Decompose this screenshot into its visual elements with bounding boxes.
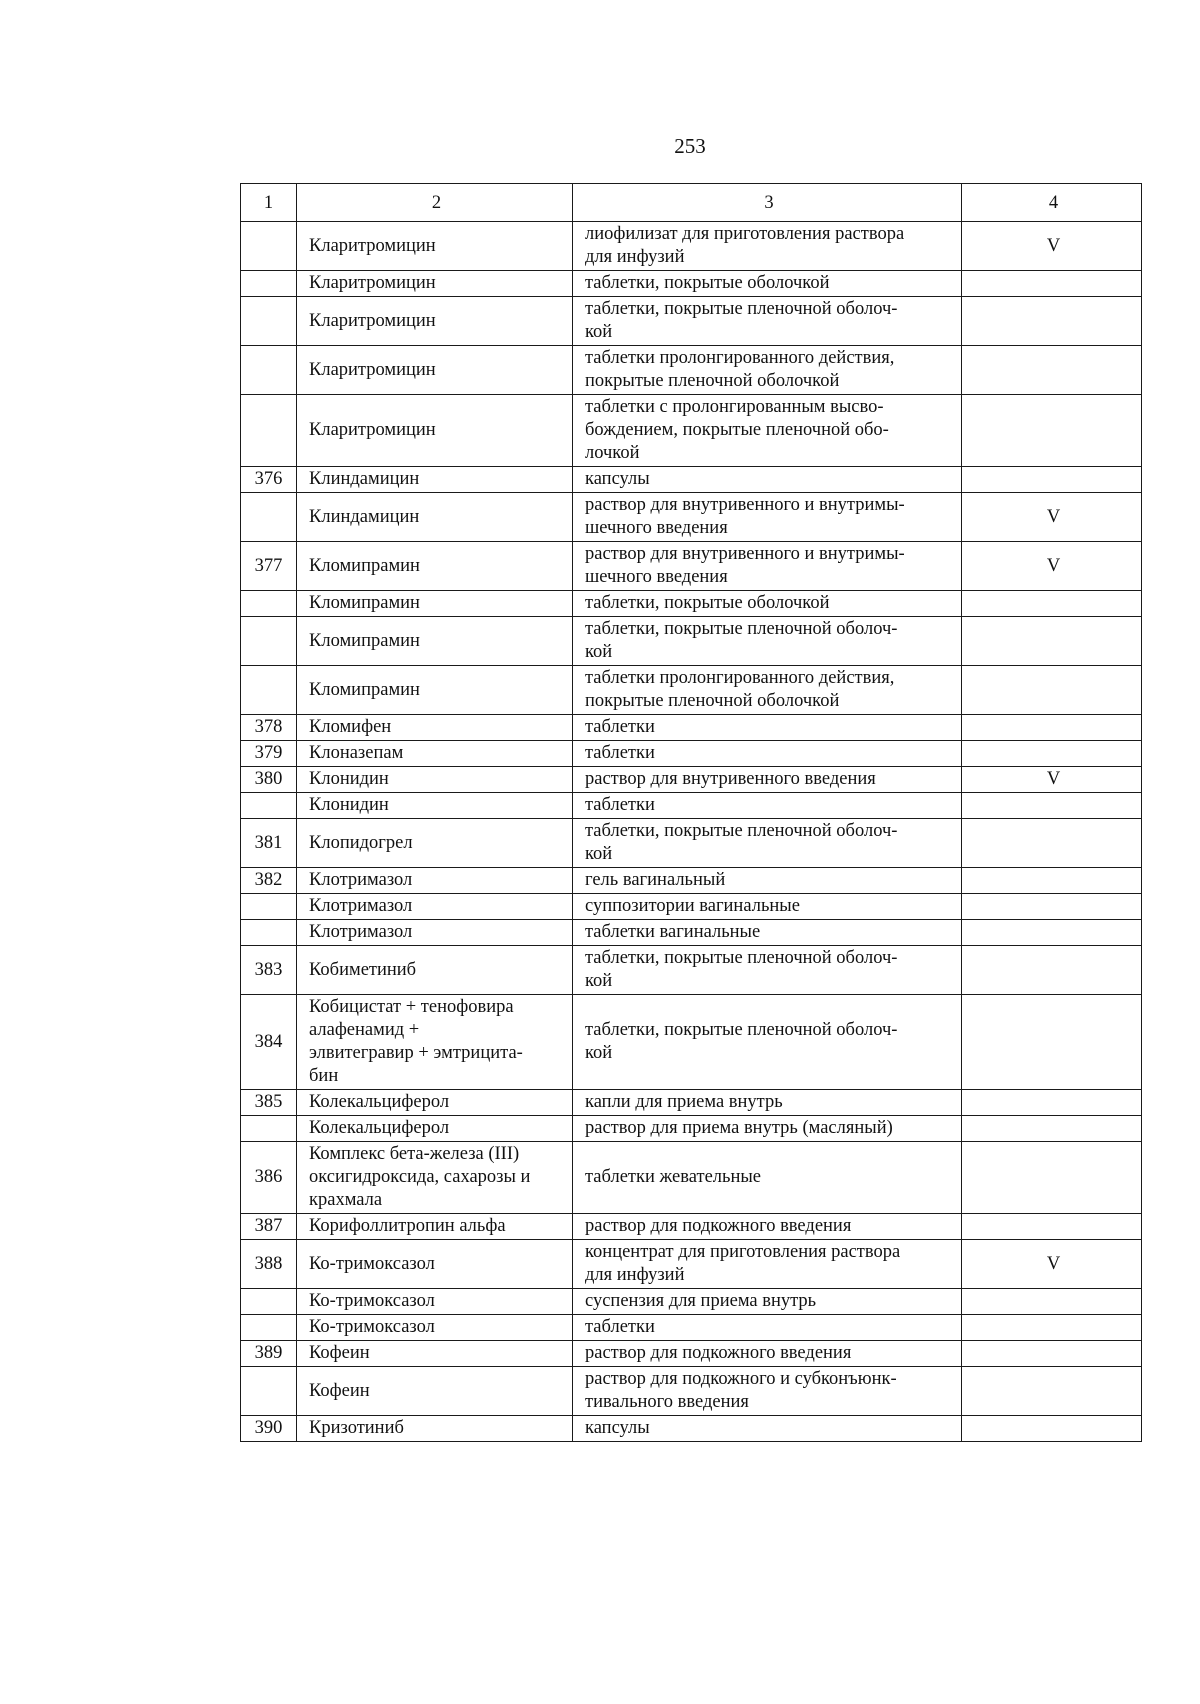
header-col-1: 1 bbox=[241, 184, 297, 222]
table-row bbox=[241, 715, 1142, 741]
drug-name-cell: Комплекс бета-железа (III) оксигидроксида, сахарозы и крахмала bbox=[297, 1142, 573, 1214]
row-number-cell bbox=[241, 1367, 297, 1416]
table-row bbox=[241, 819, 1142, 868]
drug-name-cell: Кобицистат + тенофовира алафенамид + элвитегравир + эмтрицита- бин bbox=[297, 995, 573, 1090]
drug-name-cell: Ко-тримоксазол bbox=[297, 1240, 573, 1289]
table-row bbox=[241, 1289, 1142, 1315]
drug-name-cell: Ко-тримоксазол bbox=[297, 1289, 573, 1315]
row-number-cell bbox=[241, 271, 297, 297]
mark-cell bbox=[962, 1142, 1142, 1214]
drug-name-cell: Колекальциферол bbox=[297, 1116, 573, 1142]
table-row bbox=[241, 493, 1142, 542]
table-row bbox=[241, 920, 1142, 946]
table-row bbox=[241, 1315, 1142, 1341]
drug-name-cell: Кломипрамин bbox=[297, 542, 573, 591]
table-row bbox=[241, 617, 1142, 666]
dosage-form-cell: раствор для внутривенного и внутримы- шечного введения bbox=[573, 493, 962, 542]
drug-name-cell: Колекальциферол bbox=[297, 1090, 573, 1116]
row-number-cell bbox=[241, 793, 297, 819]
row-number-cell: 386 bbox=[241, 1142, 297, 1214]
mark-cell: V bbox=[962, 222, 1142, 271]
mark-cell: V bbox=[962, 493, 1142, 542]
row-number-cell bbox=[241, 297, 297, 346]
mark-cell bbox=[962, 1367, 1142, 1416]
table-row bbox=[241, 346, 1142, 395]
drug-name-cell: Клопидогрел bbox=[297, 819, 573, 868]
row-number-cell bbox=[241, 894, 297, 920]
table-row bbox=[241, 542, 1142, 591]
mark-cell bbox=[962, 346, 1142, 395]
dosage-form-cell: суппозитории вагинальные bbox=[573, 894, 962, 920]
dosage-form-cell: раствор для внутривенного введения bbox=[573, 767, 962, 793]
dosage-form-cell: таблетки вагинальные bbox=[573, 920, 962, 946]
drug-name-cell: Кларитромицин bbox=[297, 395, 573, 467]
row-number-cell: 390 bbox=[241, 1416, 297, 1442]
row-number-cell: 389 bbox=[241, 1341, 297, 1367]
drug-name-cell: Клиндамицин bbox=[297, 493, 573, 542]
row-number-cell: 387 bbox=[241, 1214, 297, 1240]
dosage-form-cell: раствор для подкожного и субконъюнк- тивального введения bbox=[573, 1367, 962, 1416]
dosage-form-cell: раствор для подкожного введения bbox=[573, 1341, 962, 1367]
table-row bbox=[241, 395, 1142, 467]
row-number-cell: 379 bbox=[241, 741, 297, 767]
row-number-cell: 382 bbox=[241, 868, 297, 894]
row-number-cell bbox=[241, 920, 297, 946]
page-number: 253 bbox=[674, 134, 706, 158]
drug-name-cell: Клонидин bbox=[297, 767, 573, 793]
drug-name-cell: Кларитромицин bbox=[297, 271, 573, 297]
drug-name-cell: Клиндамицин bbox=[297, 467, 573, 493]
drug-name-cell: Кломифен bbox=[297, 715, 573, 741]
row-number-cell: 380 bbox=[241, 767, 297, 793]
drug-name-cell: Клотримазол bbox=[297, 868, 573, 894]
table-row bbox=[241, 666, 1142, 715]
drug-name-cell: Ко-тримоксазол bbox=[297, 1315, 573, 1341]
dosage-form-cell: лиофилизат для приготовления раствора для инфузий bbox=[573, 222, 962, 271]
mark-cell bbox=[962, 1289, 1142, 1315]
dosage-form-cell: гель вагинальный bbox=[573, 868, 962, 894]
table-row bbox=[241, 1214, 1142, 1240]
table-row bbox=[241, 1116, 1142, 1142]
drug-name-cell: Кломипрамин bbox=[297, 666, 573, 715]
table-row bbox=[241, 297, 1142, 346]
table-row bbox=[241, 995, 1142, 1090]
table-row bbox=[241, 1416, 1142, 1442]
table-row bbox=[241, 894, 1142, 920]
dosage-form-cell: таблетки, покрытые пленочной оболоч- кой bbox=[573, 995, 962, 1090]
drug-name-cell: Кларитромицин bbox=[297, 297, 573, 346]
mark-cell bbox=[962, 715, 1142, 741]
row-number-cell bbox=[241, 1289, 297, 1315]
table-row bbox=[241, 591, 1142, 617]
mark-cell bbox=[962, 1090, 1142, 1116]
dosage-form-cell: таблетки пролонгированного действия, покрытые пленочной оболочкой bbox=[573, 666, 962, 715]
table-row bbox=[241, 868, 1142, 894]
table-row bbox=[241, 767, 1142, 793]
row-number-cell bbox=[241, 666, 297, 715]
dosage-form-cell: таблетки, покрытые пленочной оболоч- кой bbox=[573, 297, 962, 346]
table-row bbox=[241, 222, 1142, 271]
row-number-cell bbox=[241, 1116, 297, 1142]
mark-cell bbox=[962, 297, 1142, 346]
table-row bbox=[241, 1240, 1142, 1289]
mark-cell: V bbox=[962, 767, 1142, 793]
dosage-form-cell: таблетки bbox=[573, 1315, 962, 1341]
mark-cell bbox=[962, 395, 1142, 467]
table-row bbox=[241, 793, 1142, 819]
mark-cell bbox=[962, 617, 1142, 666]
row-number-cell bbox=[241, 1315, 297, 1341]
dosage-form-cell: таблетки пролонгированного действия, покрытые пленочной оболочкой bbox=[573, 346, 962, 395]
header-col-4: 4 bbox=[962, 184, 1142, 222]
drug-name-cell: Корифоллитропин альфа bbox=[297, 1214, 573, 1240]
drug-name-cell: Кофеин bbox=[297, 1341, 573, 1367]
dosage-form-cell: концентрат для приготовления раствора для инфузий bbox=[573, 1240, 962, 1289]
mark-cell bbox=[962, 271, 1142, 297]
mark-cell bbox=[962, 1116, 1142, 1142]
dosage-form-cell: таблетки, покрытые оболочкой bbox=[573, 271, 962, 297]
row-number-cell: 377 bbox=[241, 542, 297, 591]
drug-name-cell: Клотримазол bbox=[297, 894, 573, 920]
mark-cell bbox=[962, 591, 1142, 617]
mark-cell bbox=[962, 995, 1142, 1090]
drug-name-cell: Кларитромицин bbox=[297, 346, 573, 395]
row-number-cell bbox=[241, 493, 297, 542]
dosage-form-cell: капли для приема внутрь bbox=[573, 1090, 962, 1116]
dosage-form-cell: раствор для приема внутрь (масляный) bbox=[573, 1116, 962, 1142]
table-row bbox=[241, 1090, 1142, 1116]
mark-cell bbox=[962, 819, 1142, 868]
drug-name-cell: Кломипрамин bbox=[297, 617, 573, 666]
mark-cell bbox=[962, 467, 1142, 493]
row-number-cell: 381 bbox=[241, 819, 297, 868]
dosage-form-cell: таблетки bbox=[573, 741, 962, 767]
mark-cell bbox=[962, 868, 1142, 894]
dosage-form-cell: таблетки, покрытые пленочной оболоч- кой bbox=[573, 617, 962, 666]
dosage-form-cell: суспензия для приема внутрь bbox=[573, 1289, 962, 1315]
row-number-cell bbox=[241, 617, 297, 666]
drug-name-cell: Клотримазол bbox=[297, 920, 573, 946]
dosage-form-cell: капсулы bbox=[573, 1416, 962, 1442]
dosage-form-cell: таблетки, покрытые оболочкой bbox=[573, 591, 962, 617]
table-body bbox=[241, 184, 1142, 1442]
drug-table bbox=[240, 183, 1142, 1442]
row-number-cell bbox=[241, 346, 297, 395]
mark-cell bbox=[962, 666, 1142, 715]
dosage-form-cell: таблетки bbox=[573, 715, 962, 741]
row-number-cell bbox=[241, 591, 297, 617]
drug-name-cell: Кларитромицин bbox=[297, 222, 573, 271]
dosage-form-cell: таблетки bbox=[573, 793, 962, 819]
dosage-form-cell: таблетки, покрытые пленочной оболоч- кой bbox=[573, 819, 962, 868]
mark-cell: V bbox=[962, 542, 1142, 591]
mark-cell bbox=[962, 1416, 1142, 1442]
mark-cell bbox=[962, 946, 1142, 995]
dosage-form-cell: капсулы bbox=[573, 467, 962, 493]
table-header-row bbox=[241, 184, 1142, 222]
drug-name-cell: Клонидин bbox=[297, 793, 573, 819]
row-number-cell: 388 bbox=[241, 1240, 297, 1289]
mark-cell bbox=[962, 793, 1142, 819]
table-row bbox=[241, 271, 1142, 297]
drug-name-cell: Кломипрамин bbox=[297, 591, 573, 617]
table-row bbox=[241, 467, 1142, 493]
row-number-cell: 385 bbox=[241, 1090, 297, 1116]
table-row bbox=[241, 946, 1142, 995]
table-row bbox=[241, 1142, 1142, 1214]
mark-cell bbox=[962, 1315, 1142, 1341]
row-number-cell bbox=[241, 395, 297, 467]
mark-cell: V bbox=[962, 1240, 1142, 1289]
mark-cell bbox=[962, 1341, 1142, 1367]
drug-name-cell: Кофеин bbox=[297, 1367, 573, 1416]
dosage-form-cell: раствор для подкожного введения bbox=[573, 1214, 962, 1240]
drug-name-cell: Кризотиниб bbox=[297, 1416, 573, 1442]
row-number-cell: 378 bbox=[241, 715, 297, 741]
drug-name-cell: Кобиметиниб bbox=[297, 946, 573, 995]
table-row bbox=[241, 1341, 1142, 1367]
header-col-3: 3 bbox=[573, 184, 962, 222]
dosage-form-cell: таблетки с пролонгированным высво- бождением, покрытые пленочной обо- лочкой bbox=[573, 395, 962, 467]
row-number-cell: 384 bbox=[241, 995, 297, 1090]
header-col-2: 2 bbox=[297, 184, 573, 222]
mark-cell bbox=[962, 741, 1142, 767]
drug-name-cell: Клоназепам bbox=[297, 741, 573, 767]
row-number-cell: 376 bbox=[241, 467, 297, 493]
row-number-cell: 383 bbox=[241, 946, 297, 995]
dosage-form-cell: таблетки, покрытые пленочной оболоч- кой bbox=[573, 946, 962, 995]
mark-cell bbox=[962, 894, 1142, 920]
mark-cell bbox=[962, 1214, 1142, 1240]
dosage-form-cell: таблетки жевательные bbox=[573, 1142, 962, 1214]
mark-cell bbox=[962, 920, 1142, 946]
table-row bbox=[241, 1367, 1142, 1416]
dosage-form-cell: раствор для внутривенного и внутримы- шечного введения bbox=[573, 542, 962, 591]
table-row bbox=[241, 741, 1142, 767]
row-number-cell bbox=[241, 222, 297, 271]
